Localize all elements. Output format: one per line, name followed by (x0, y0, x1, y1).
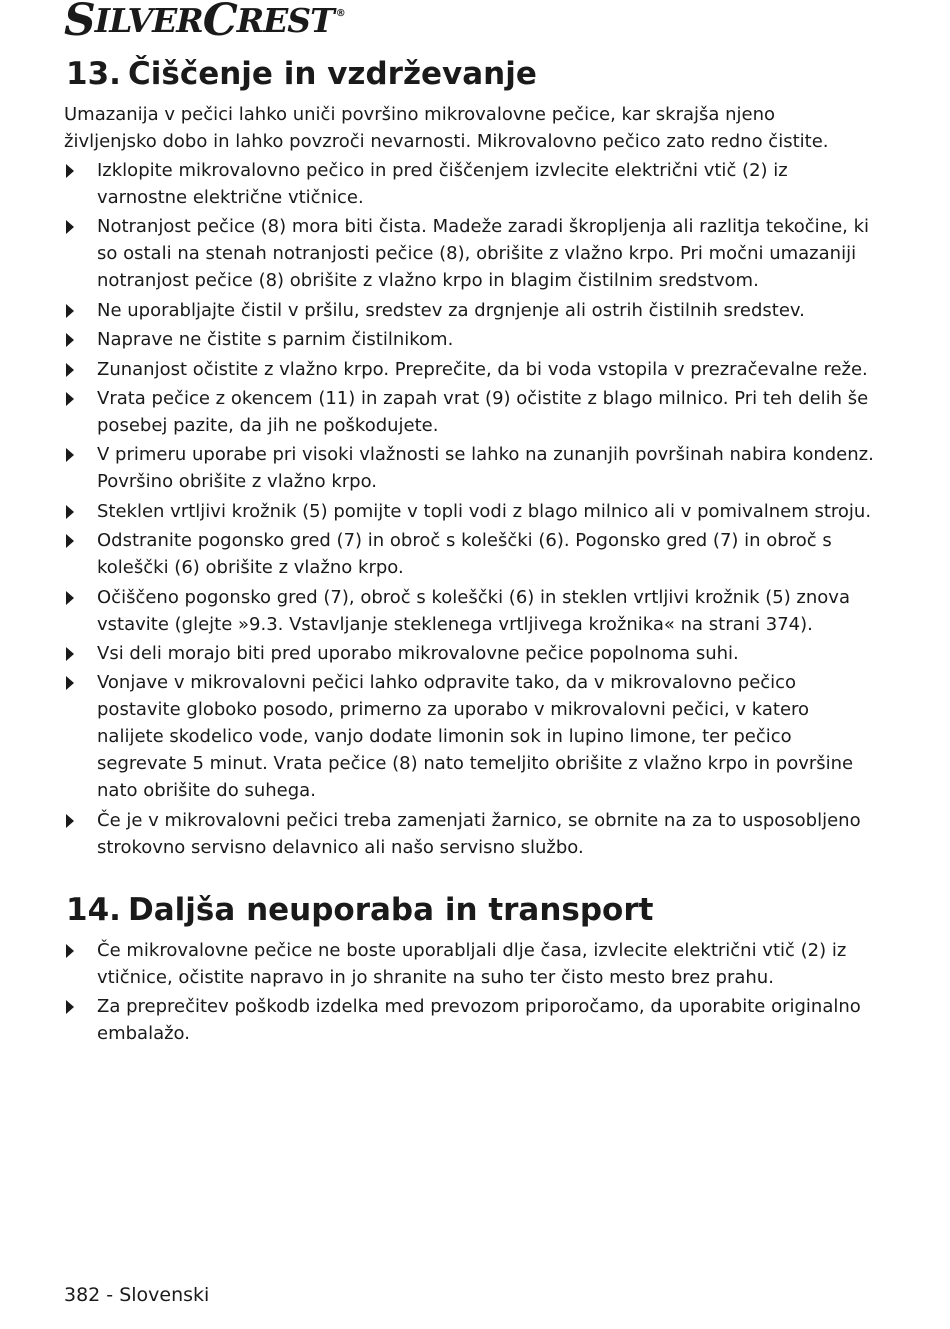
bullet-arrow-icon (66, 1000, 74, 1014)
section-13-number: 13. (66, 56, 121, 92)
list-item-text: Ne uporabljajte čistil v pršilu, sredstev za drgnjenje ali ostrih čistilnih sredstev. (97, 299, 805, 321)
logo-text-rest: REST (236, 1, 334, 40)
section-14-number: 14. (66, 892, 121, 928)
list-item (64, 669, 874, 804)
list-item (64, 498, 874, 525)
list-item (64, 993, 874, 1047)
registered-mark: ® (335, 8, 346, 19)
page-footer: 382 - Slovenski (64, 1284, 210, 1306)
list-item-text: Če mikrovalovne pečice ne boste uporabljali dlje časa, izvlecite električni vtič (2) iz vtičnice, očistite napravo in jo shranite na suho ter čisto mesto brez prahu. (97, 940, 847, 988)
section-14-title: Daljša neuporaba in transport (128, 892, 654, 928)
bullet-arrow-icon (66, 392, 74, 406)
bullet-arrow-icon (66, 591, 74, 605)
list-item-text: Za preprečitev poškodb izdelka med prevozom priporočamo, da uporabite originalno embalažo. (97, 996, 861, 1045)
list-item-text: Steklen vrtljivi krožnik (5) pomijte v topli vodi z blago milnico ali v pomivalnem stroju. (97, 500, 872, 522)
list-item-text: Vrata pečice z okencem (11) in zapah vrat (9) očistite z blago milnico. Pri teh delih še posebej pazite, da jih ne poškodujete. (97, 387, 869, 436)
list-item-text: V primeru uporabe pri visoki vlažnosti se lahko na zunanjih površinah nabira kondenz. Površino obrišite z vlažno krpo. (97, 444, 874, 493)
logo-text-ilver: ILVER (94, 1, 203, 40)
list-item (64, 640, 874, 667)
list-item (64, 807, 874, 861)
list-item (64, 527, 874, 581)
bullet-arrow-icon (66, 944, 74, 958)
brand-logo (64, 0, 346, 46)
list-item-text: Naprave ne čistite s parnim čistilnikom. (97, 329, 454, 351)
section-13-heading (66, 54, 537, 94)
bullet-arrow-icon (66, 164, 74, 178)
bullet-arrow-icon (66, 647, 74, 661)
list-item (64, 326, 874, 353)
list-item-text: Zunanjost očistite z vlažno krpo. Preprečite, da bi voda vstopila v prezračevalne reže. (97, 358, 868, 380)
bullet-arrow-icon (66, 534, 74, 548)
list-item-text: Če je v mikrovalovni pečici treba zamenjati žarnico, se obrnite na za to usposobljeno strokovno servisno delavnico ali našo servisno službo. (97, 809, 861, 858)
list-item-text: Vonjave v mikrovalovni pečici lahko odpravite tako, da v mikrovalovno pečico postavite globoko posodo, primerno za uporabo v mikrovalovni pečici, v katero nalijete skodelico vode, vanjo dodate limonin sok in lupino limone, ter pečico segrevate 5 minut. Vrata pečice (8) nato temeljito obrišite z vlažno krpo in površine nato obrišite do suhega. (97, 672, 854, 802)
bullet-arrow-icon (66, 505, 74, 519)
bullet-arrow-icon (66, 814, 74, 828)
list-item (64, 385, 874, 439)
section-13-intro: Umazanija v pečici lahko uniči površino mikrovalovne pečice, kar skrajša njeno življenjsko dobo in lahko povzroči nevarnosti. Mikrovalovno pečico zato redno čistite. (64, 104, 829, 152)
bullet-arrow-icon (66, 220, 74, 234)
list-item-text: Vsi deli morajo biti pred uporabo mikrovalovne pečice popolnoma suhi. (97, 642, 739, 664)
logo-letter-s: S (64, 0, 95, 46)
section-13-title: Čiščenje in vzdrževanje (128, 56, 537, 92)
bullet-arrow-icon (66, 363, 74, 377)
list-item (64, 584, 874, 638)
list-item-text: Izklopite mikrovalovno pečico in pred čiščenjem izvlecite električni vtič (2) iz varnostne električne vtičnice. (97, 160, 788, 208)
list-item-text: Odstranite pogonsko gred (7) in obroč s koleščki (6). Pogonsko gred (7) in obroč s koleščki (6) obrišite z vlažno krpo. (97, 530, 832, 579)
bullet-arrow-icon (66, 304, 74, 318)
section-14-list (64, 937, 874, 1050)
list-item (64, 157, 874, 211)
bullet-arrow-icon (66, 333, 74, 347)
list-item-text: Očiščeno pogonsko gred (7), obroč s koleščki (6) in steklen vrtljivi krožnik (5) znova vstavite (glejte »9.3. Vstavljanje steklenega vrtljivega krožnika« na strani 374). (97, 586, 850, 635)
section-14-heading (66, 890, 653, 930)
list-item (64, 441, 874, 495)
logo-letter-c: C (202, 0, 237, 46)
list-item (64, 297, 874, 324)
list-item (64, 356, 874, 383)
section-13-list (64, 157, 874, 863)
list-item (64, 213, 874, 294)
bullet-arrow-icon (66, 676, 74, 690)
bullet-arrow-icon (66, 448, 74, 462)
list-item (64, 937, 874, 991)
list-item-text: Notranjost pečice (8) mora biti čista. Madeže zaradi škropljenja ali razlitja tekočine, ki so ostali na stenah notranjosti pečice (8), obrišite z vlažno krpo. Pri močni umazaniji notranjost pečice (8) obrišite z vlažno krpo in blagim čistilnim sredstvom. (97, 216, 870, 292)
